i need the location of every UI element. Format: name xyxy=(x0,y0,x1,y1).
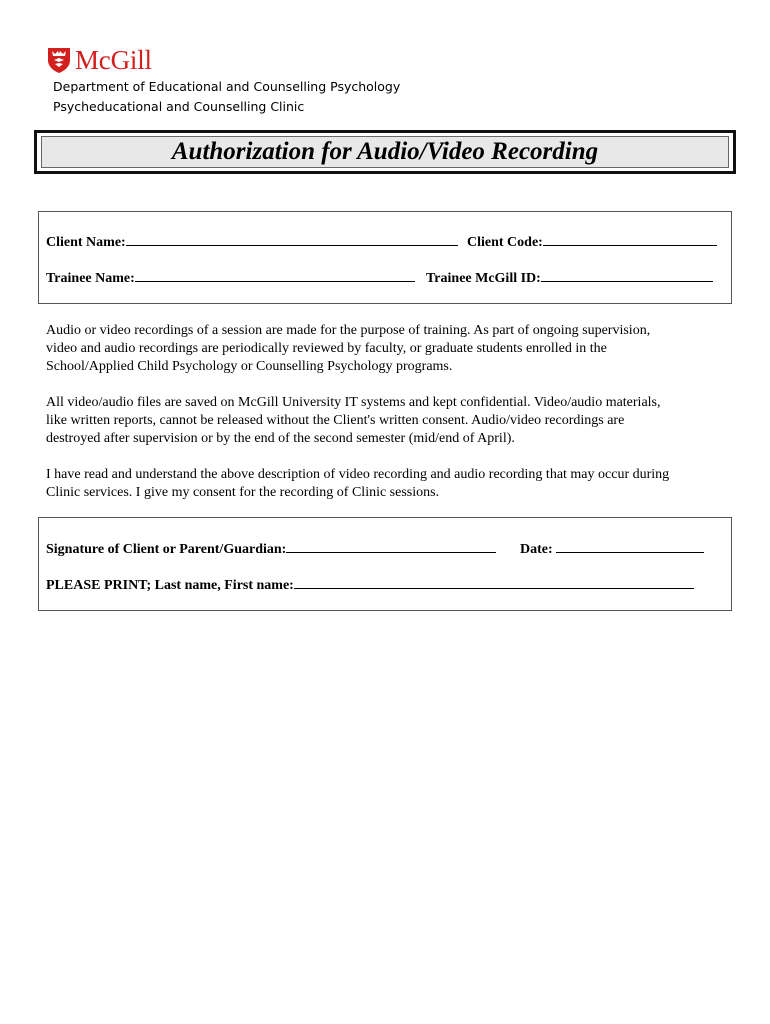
page-title: Authorization for Audio/Video Recording xyxy=(171,138,599,165)
signature-field[interactable] xyxy=(46,540,496,558)
print-name-label: PLEASE PRINT; Last name, First name: xyxy=(46,578,294,593)
mcgill-crest-icon xyxy=(46,46,72,74)
client-name-blank[interactable] xyxy=(126,233,458,246)
client-code-label: Client Code: xyxy=(467,235,543,250)
mcgill-logo xyxy=(46,46,152,74)
client-name-field[interactable] xyxy=(46,233,458,251)
trainee-name-field[interactable] xyxy=(46,269,415,287)
paragraph-purpose xyxy=(46,322,736,376)
print-name-blank[interactable] xyxy=(294,576,694,589)
department-header xyxy=(53,77,400,117)
paragraph-line: I have read and understand the above description of video recording and audio recording that may occur during xyxy=(46,467,670,482)
trainee-id-field[interactable] xyxy=(426,269,713,287)
client-code-field[interactable] xyxy=(467,233,717,251)
paragraph-line: All video/audio files are saved on McGill University IT systems and kept confidential. Video/audio materials, xyxy=(46,395,661,410)
title-banner xyxy=(34,130,736,174)
paragraph-line: like written reports, cannot be released without the Client's written consent. Audio/video recordings are xyxy=(46,413,625,428)
logo-wordmark: McGill xyxy=(75,45,152,75)
trainee-name-blank[interactable] xyxy=(135,269,415,282)
trainee-id-blank[interactable] xyxy=(541,269,713,282)
date-blank[interactable] xyxy=(556,540,704,553)
title-banner-inner xyxy=(41,136,729,168)
client-info-box xyxy=(38,211,732,304)
paragraph-line: Audio or video recordings of a session are made for the purpose of training. As part of ongoing supervision, xyxy=(46,323,651,338)
signature-label: Signature of Client or Parent/Guardian: xyxy=(46,542,287,557)
client-code-blank[interactable] xyxy=(543,233,717,246)
signature-box xyxy=(38,517,732,611)
paragraph-consent xyxy=(46,466,736,502)
department-name: Department of Educational and Counselling Psychology xyxy=(53,79,401,94)
date-label: Date: xyxy=(520,542,553,557)
date-field[interactable] xyxy=(520,540,704,558)
client-name-label: Client Name: xyxy=(46,235,126,250)
trainee-id-label: Trainee McGill ID: xyxy=(426,271,541,286)
print-name-field[interactable] xyxy=(46,576,694,594)
clinic-name: Psycheducational and Counselling Clinic xyxy=(53,99,305,114)
trainee-name-label: Trainee Name: xyxy=(46,271,135,286)
paragraph-line: School/Applied Child Psychology or Counselling Psychology programs. xyxy=(46,359,453,374)
paragraph-line: Clinic services. I give my consent for the recording of Clinic sessions. xyxy=(46,485,440,500)
signature-blank[interactable] xyxy=(286,540,496,553)
paragraph-line: video and audio recordings are periodically reviewed by faculty, or graduate students enrolled in the xyxy=(46,341,607,356)
paragraph-confidentiality xyxy=(46,394,736,448)
paragraph-line: destroyed after supervision or by the end of the second semester (mid/end of April). xyxy=(46,431,515,446)
